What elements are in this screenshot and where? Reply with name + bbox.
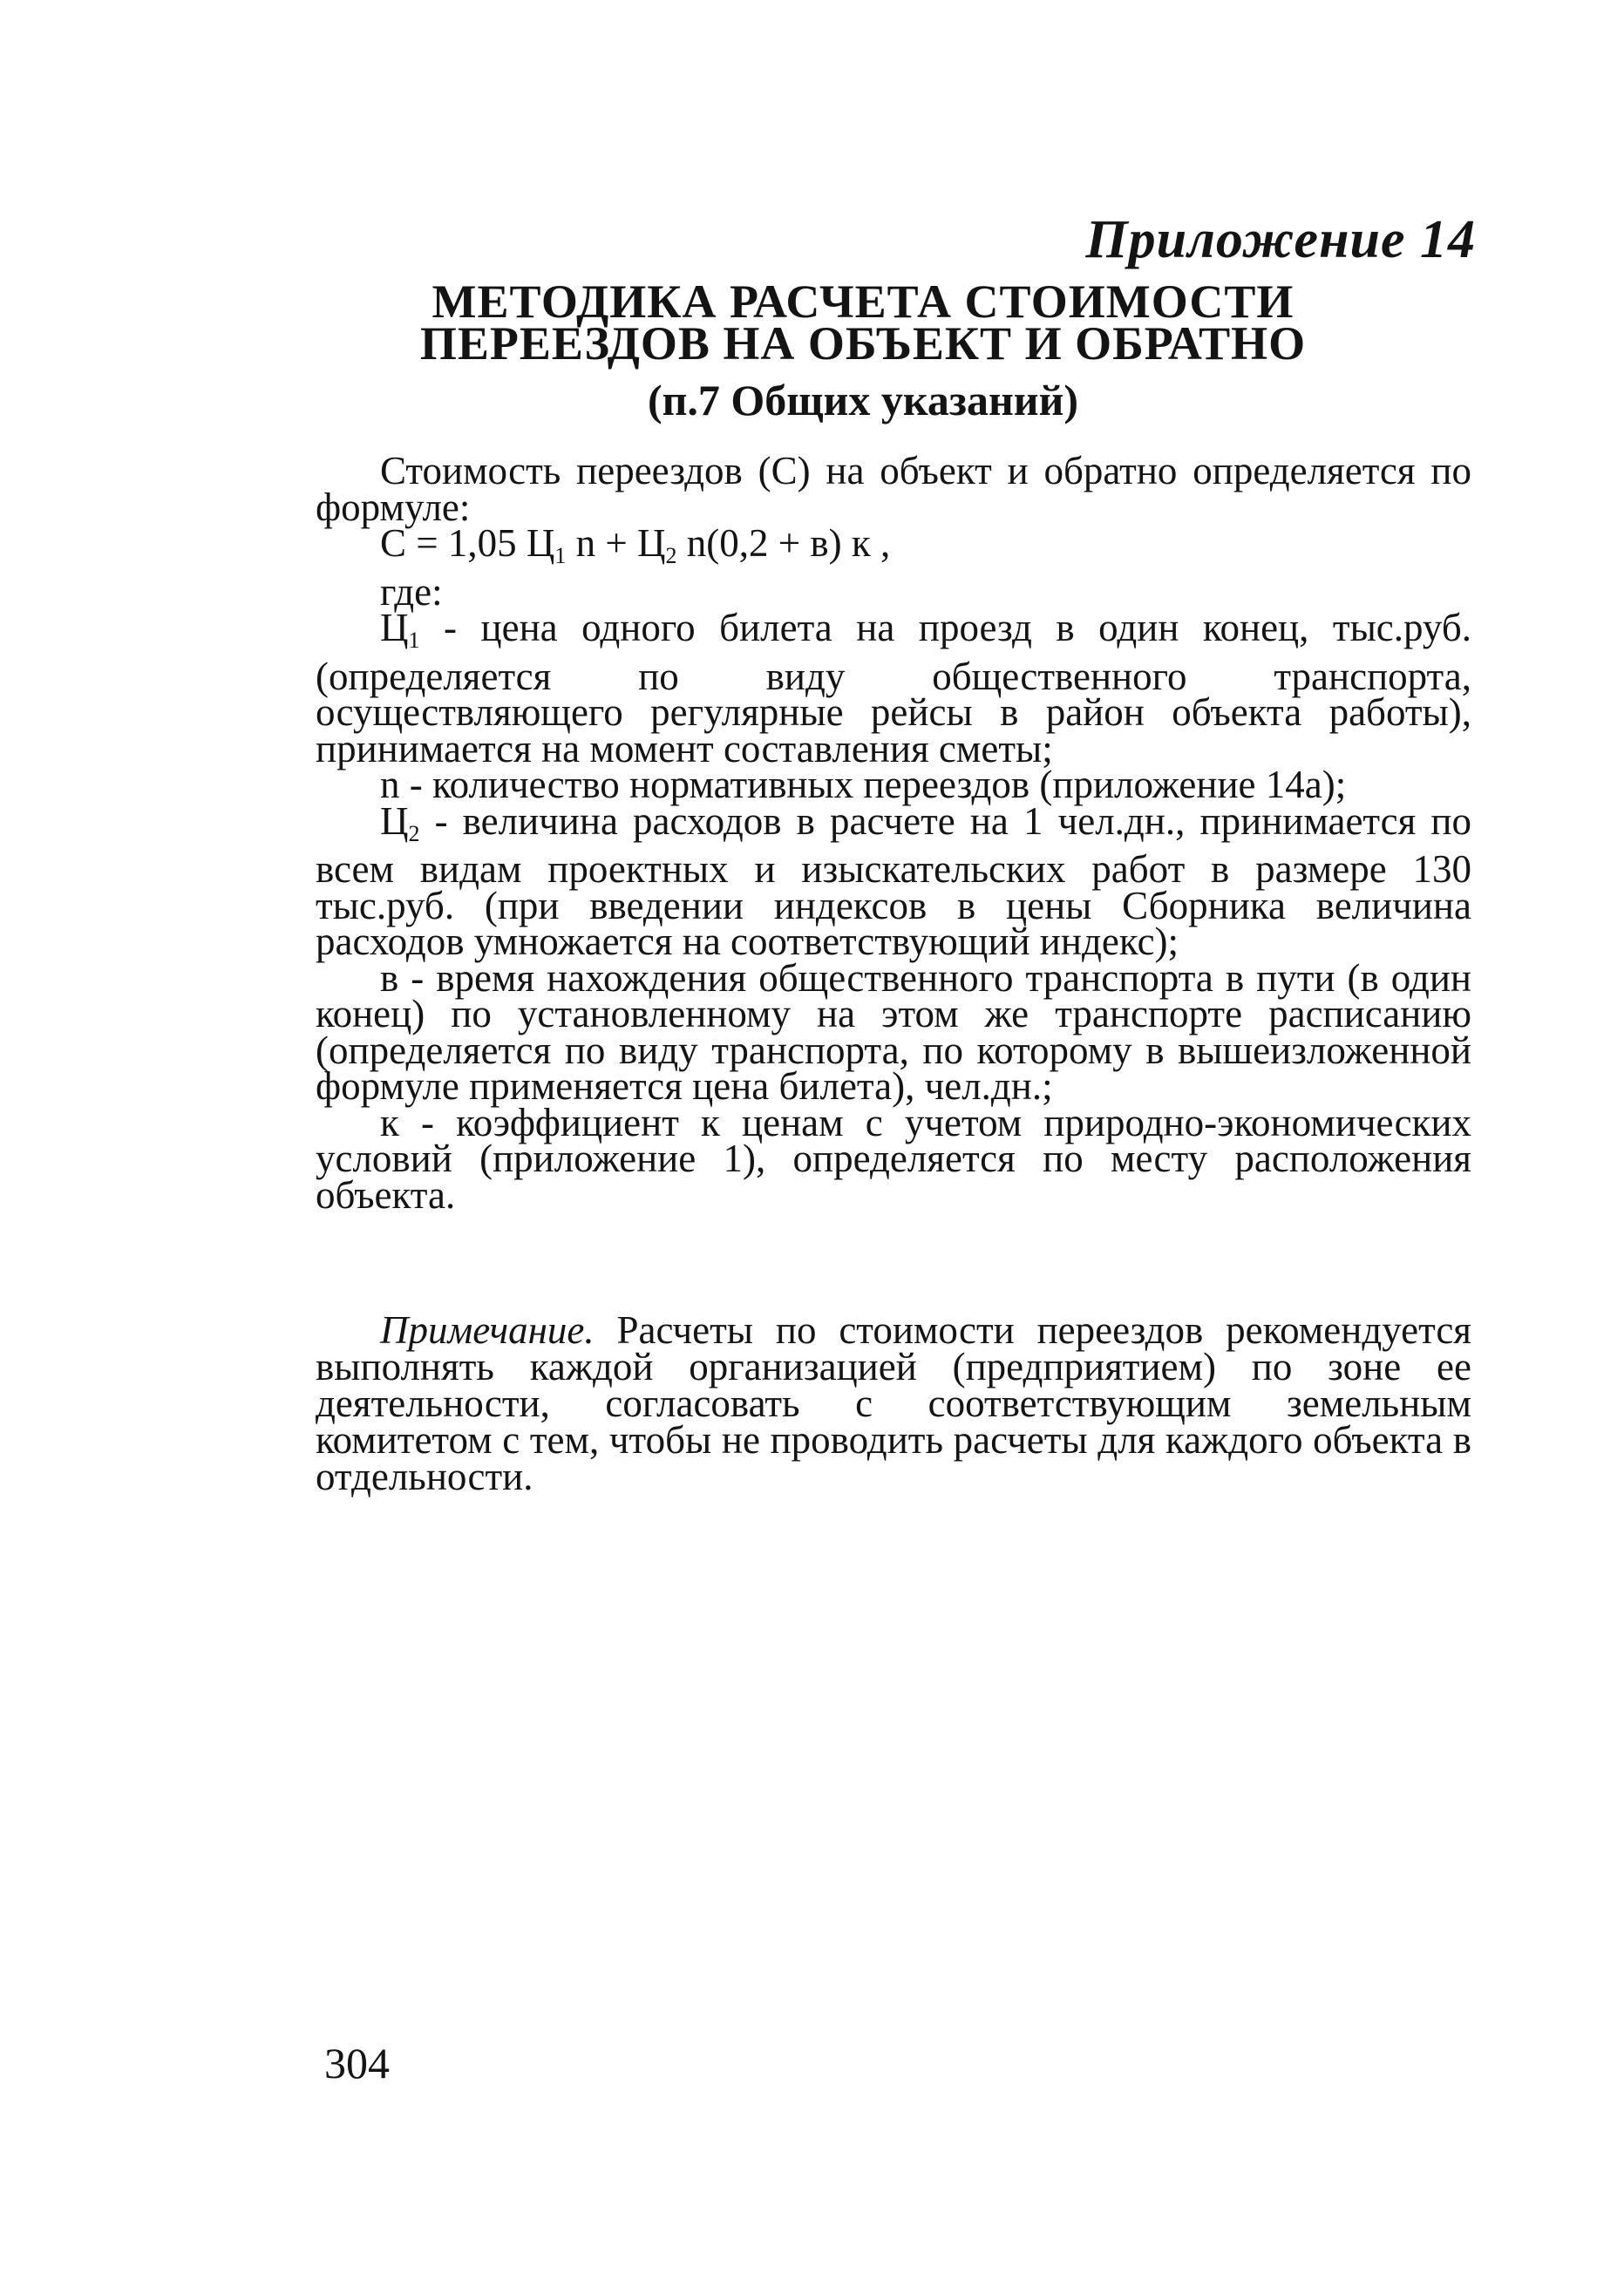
- note-paragraph: [316, 1308, 1471, 1498]
- definition-symbol: Ц: [380, 606, 409, 649]
- where-label: где:: [380, 569, 443, 614]
- definition-text: - величина расходов в расчете на 1 чел.дн., принимается по всем видам проектных и изыскательских работ в размере 130 тыс.руб. (при введении индексов в цены Сборника величина расходов умножается на соответствующий индекс);: [316, 798, 1471, 963]
- definition-item: [316, 798, 1471, 963]
- definition-symbol: n: [380, 763, 400, 806]
- formula-sub-1: 1: [554, 543, 567, 568]
- definition-subscript: 1: [408, 628, 420, 653]
- title-line-2: ПЕРЕЕЗДОВ НА ОБЪЕКТ И ОБРАТНО: [419, 317, 1307, 370]
- formula-part-3: n(0,2 + в) к ,: [676, 521, 891, 565]
- definition-symbol: Ц: [380, 798, 409, 843]
- definition-item: [316, 763, 1471, 806]
- definition-text: - цена одного билета на проезд в один конец, тыс.руб. (определяется по виду общественного транспорта, осуществляющего регулярные рейсы в район объекта работы), принимается на момент составления сметы;: [316, 606, 1471, 771]
- title-line-1: МЕТОДИКА РАСЧЕТА СТОИМОСТИ: [431, 275, 1294, 328]
- definition-symbol: к: [380, 1100, 399, 1144]
- formula-sub-2: 2: [665, 543, 677, 568]
- note-text: Расчеты по стоимости переездов рекомендуется выполнять каждой организацией (предприятием) по зоне ее деятельности, согласовать с соответствующим земельным комитетом с тем, чтобы не проводить расчеты для каждого объекта в отдельности.: [316, 1308, 1471, 1498]
- definition-item: [316, 955, 1471, 1108]
- definition-subscript: 2: [408, 820, 420, 846]
- definition-item: [316, 1100, 1471, 1217]
- definition-text: - коэффициент к ценам с учетом природно-экономических условий (приложение 1), определяется по месту расположения объекта.: [316, 1100, 1471, 1217]
- definition-item: [316, 606, 1471, 771]
- intro-paragraph: Стоимость переездов (С) на объект и обратно определяется по формуле:: [316, 449, 1471, 529]
- definition-symbol: в: [380, 955, 399, 1000]
- appendix-label: Приложение 14: [1085, 210, 1476, 269]
- page-number: 304: [324, 2039, 390, 2088]
- formula-part-2: n + Ц: [566, 521, 666, 565]
- subtitle: (п.7 Общих указаний): [647, 376, 1079, 424]
- formula: [316, 521, 1471, 574]
- document-body: [316, 449, 1471, 1217]
- note-label: Примечание.: [380, 1308, 595, 1352]
- definition-text: - количество нормативных переездов (приложение 14а);: [399, 763, 1347, 806]
- formula-part-1: С = 1,05 Ц: [380, 521, 555, 565]
- definition-text: - время нахождения общественного транспорта в пути (в один конец) по установленному на этом же транспорте расписанию (определяется по виду транспорта, по которому в вышеизложенной формуле применяется цена билета), чел.дн.;: [316, 955, 1471, 1108]
